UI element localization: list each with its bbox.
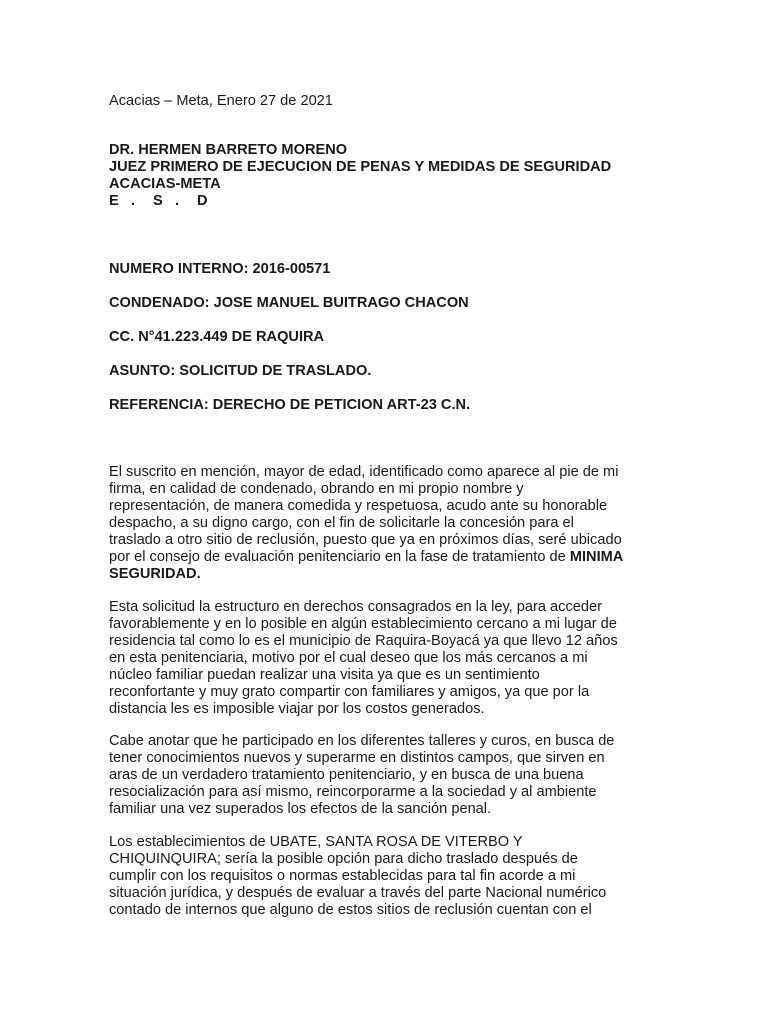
paragraph-line: CHIQUINQUIRA; sería la posible opción para dicho traslado después de — [109, 851, 578, 867]
paragraph-line: representación, de manera comedida y respetuosa, acudo ante su honorable — [109, 498, 608, 514]
cedula: CC. N°41.223.449 DE RAQUIRA — [109, 329, 325, 345]
paragraph-line: contado de internos que alguno de estos sitios de reclusión cuentan con el — [109, 902, 592, 918]
paragraph-line: familiar una vez superados los efectos de la sanción penal. — [109, 801, 492, 817]
paragraph-line: traslado a otro sitio de reclusión, puesto que ya en próximos días, seré ubicado — [109, 532, 622, 548]
paragraph-line: situación jurídica, y después de evaluar a través del parte Nacional numérico — [109, 885, 607, 901]
esd-letter: . — [175, 193, 180, 209]
esd-letter: S — [153, 193, 163, 209]
paragraph-line: en esta penitenciaria, motivo por el cual deseo que los más cercanos a mi — [109, 650, 588, 666]
place-date: Acacias – Meta, Enero 27 de 2021 — [109, 93, 333, 109]
esd-letter: D — [197, 193, 208, 209]
paragraph-line: tener conocimientos nuevos y superarme en distintos campos, que sirven en — [109, 750, 605, 766]
referencia: REFERENCIA: DERECHO DE PETICION ART-23 C.N. — [109, 397, 471, 413]
paragraph-line: firma, en calidad de condenado, obrando en mi propio nombre y — [109, 481, 524, 497]
addressee-title: JUEZ PRIMERO DE EJECUCION DE PENAS Y MEDIDAS DE SEGURIDAD — [109, 159, 612, 175]
paragraph-line: Los establecimientos de UBATE, SANTA ROSA DE VITERBO Y — [109, 834, 523, 850]
condenado: CONDENADO: JOSE MANUEL BUITRAGO CHACON — [109, 295, 469, 311]
paragraph-line: resocialización para así mismo, reincorporarme a la sociedad y al ambiente — [109, 784, 597, 800]
paragraph-1 — [109, 464, 649, 583]
paragraph-3 — [109, 733, 649, 818]
paragraph-line: aras de un verdadero tratamiento penitenciario, y en busca de una buena — [109, 767, 584, 783]
numero-interno: NUMERO INTERNO: 2016-00571 — [109, 261, 331, 277]
addressee-esd — [109, 193, 219, 210]
paragraph-line: El suscrito en mención, mayor de edad, identificado como aparece al pie de mi — [109, 464, 619, 480]
bold-term-line: SEGURIDAD. — [109, 566, 201, 582]
paragraph-line: distancia les es imposible viajar por los costos generados. — [109, 701, 485, 717]
addressee-city: ACACIAS-META — [109, 176, 221, 192]
paragraph-line: cumplir con los requisitos o normas establecidas para tal fin acorde a mi — [109, 868, 576, 884]
paragraph-line-mixed — [109, 549, 649, 566]
paragraph-line: reconfortante y muy grato compartir con familiares y amigos, ya que por la — [109, 684, 590, 700]
paragraph-4 — [109, 834, 649, 919]
esd-letter: . — [131, 193, 136, 209]
addressee-name: DR. HERMEN BARRETO MORENO — [109, 142, 348, 158]
paragraph-line: residencia tal como lo es el municipio de Raquira-Boyacá ya que llevo 12 años — [109, 633, 618, 649]
paragraph-2 — [109, 599, 649, 718]
paragraph-line: Cabe anotar que he participado en los diferentes talleres y curos, en busca de — [109, 733, 615, 749]
paragraph-line: Esta solicitud la estructuro en derechos consagrados en la ley, para acceder — [109, 599, 602, 615]
asunto: ASUNTO: SOLICITUD DE TRASLADO. — [109, 363, 372, 379]
bold-term: MINIMA — [569, 549, 624, 565]
paragraph-line-text: por el consejo de evaluación penitenciario en la fase de tratamiento de — [109, 549, 570, 565]
esd-letter: E — [109, 193, 119, 209]
paragraph-line: despacho, a su digno cargo, con el fin de solicitarle la concesión para el — [109, 515, 574, 531]
paragraph-line: núcleo familiar puedan realizar una visita ya que es un sentimiento — [109, 667, 540, 683]
paragraph-line: favorablemente y en lo posible en algún establecimiento cercano a mi lugar de — [109, 616, 617, 632]
